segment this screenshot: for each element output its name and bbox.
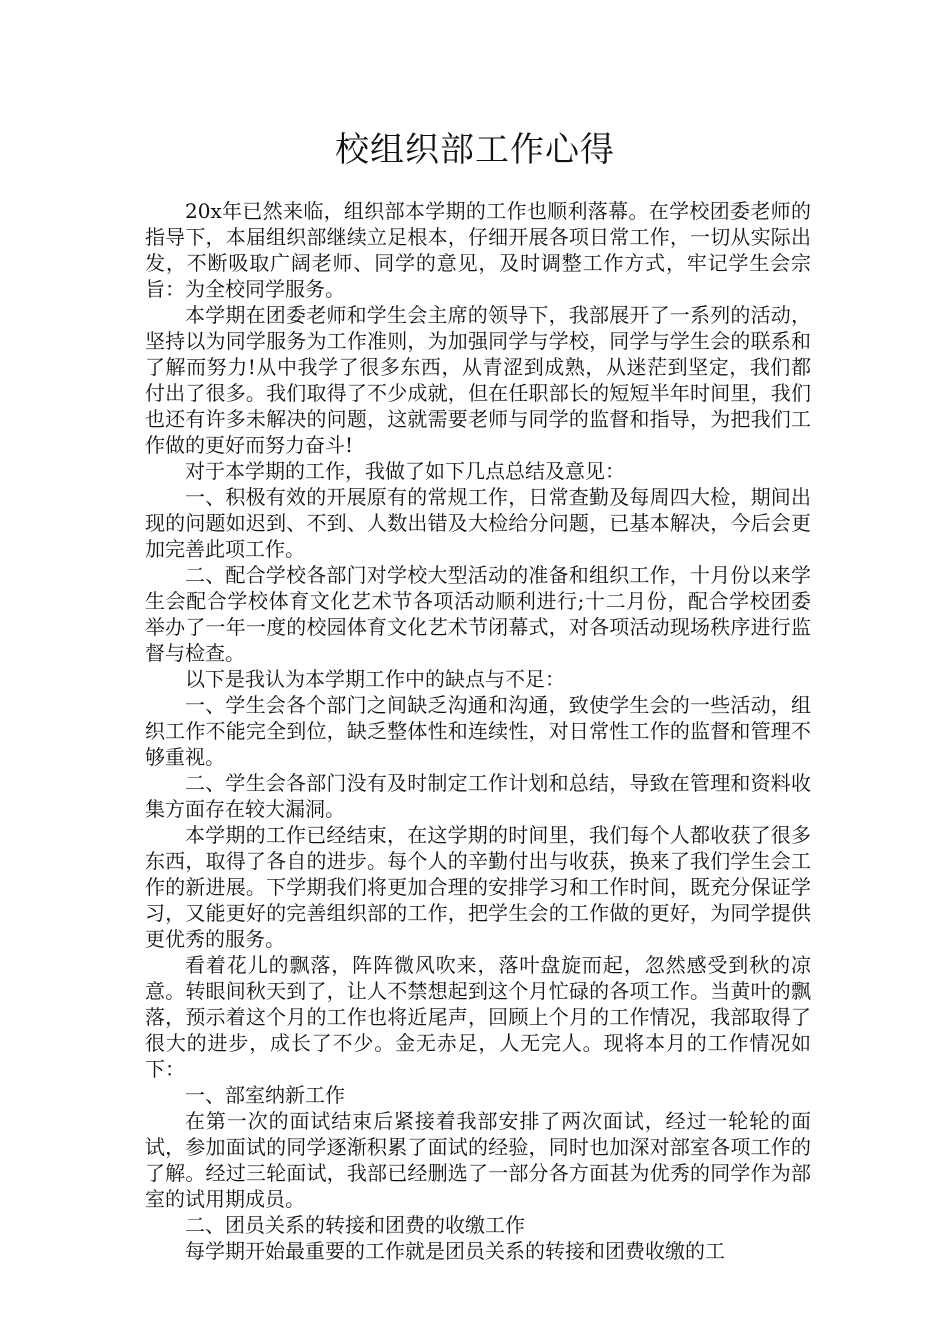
paragraph: 每学期开始最重要的工作就是团员关系的转接和团费收缴的工 <box>185 1239 725 1263</box>
paragraph: 对于本学期的工作，我做了如下几点总结及意见： <box>185 459 625 483</box>
paragraph: 20x年已然来临，组织部本学期的工作也顺利落幕。在学校团委老师的指导下，本届组织部继续立足根本，仔细开展各项日常工作，一切从实际出发，不断吸取广阔老师、同学的意见，及时调整工作方式，牢记学生会宗旨：为全校同学服务。 <box>145 199 811 301</box>
paragraph: 在第一次的面试结束后紧接着我部安排了两次面试，经过一轮轮的面试，参加面试的同学逐渐积累了面试的经验，同时也加深对部室各项工作的了解。经过三轮面试，我部已经删选了一部分各方面甚为优秀的同学作为部室的试用期成员。 <box>145 1109 811 1211</box>
section-heading: 二、团员关系的转接和团费的收缴工作 <box>185 1213 525 1237</box>
document-body <box>145 198 811 1264</box>
paragraph: 二、学生会各部门没有及时制定工作计划和总结，导致在管理和资料收集方面存在较大漏洞。 <box>145 771 811 821</box>
section-heading: 一、部室纳新工作 <box>185 1083 345 1107</box>
document-title: 校组织部工作心得 <box>335 130 615 170</box>
paragraph: 看着花儿的飘落，阵阵微风吹来，落叶盘旋而起，忽然感受到秋的凉意。转眼间秋天到了，让人不禁想起到这个月忙碌的各项工作。当黄叶的飘落，预示着这个月的工作也将近尾声，回顾上个月的工作情况，我部取得了很大的进步，成长了不少。金无赤足，人无完人。现将本月的工作情况如下： <box>145 953 811 1081</box>
paragraph: 以下是我认为本学期工作中的缺点与不足： <box>185 667 565 691</box>
paragraph: 本学期在团委老师和学生会主席的领导下，我部展开了一系列的活动，坚持以为同学服务为工作准则，为加强同学与学校，同学与学生会的联系和了解而努力!从中我学了很多东西，从青涩到成熟，从迷茫到坚定，我们都付出了很多。我们取得了不少成就，但在任职部长的短短半年时间里，我们也还有许多未解决的问题，这就需要老师与同学的监督和指导，为把我们工作做的更好而努力奋斗! <box>145 303 811 457</box>
paragraph: 一、学生会各个部门之间缺乏沟通和沟通，致使学生会的一些活动，组织工作不能完全到位，缺乏整体性和连续性，对日常性工作的监督和管理不够重视。 <box>145 693 811 769</box>
paragraph: 本学期的工作已经结束，在这学期的时间里，我们每个人都收获了很多东西，取得了各自的进步。每个人的辛勤付出与收获，换来了我们学生会工作的新进展。下学期我们将更加合理的安排学习和工作时间，既充分保证学习，又能更好的完善组织部的工作，把学生会的工作做的更好，为同学提供更优秀的服务。 <box>145 823 811 951</box>
paragraph: 二、配合学校各部门对学校大型活动的准备和组织工作，十月份以来学生会配合学校体育文化艺术节各项活动顺利进行;十二月份，配合学校团委举办了一年一度的校园体育文化艺术节闭幕式，对各项活动现场秩序进行监督与检查。 <box>145 563 811 665</box>
paragraph: 一、积极有效的开展原有的常规工作，日常查勤及每周四大检，期间出现的问题如迟到、不到、人数出错及大检给分问题，已基本解决，今后会更加完善此项工作。 <box>145 485 811 561</box>
